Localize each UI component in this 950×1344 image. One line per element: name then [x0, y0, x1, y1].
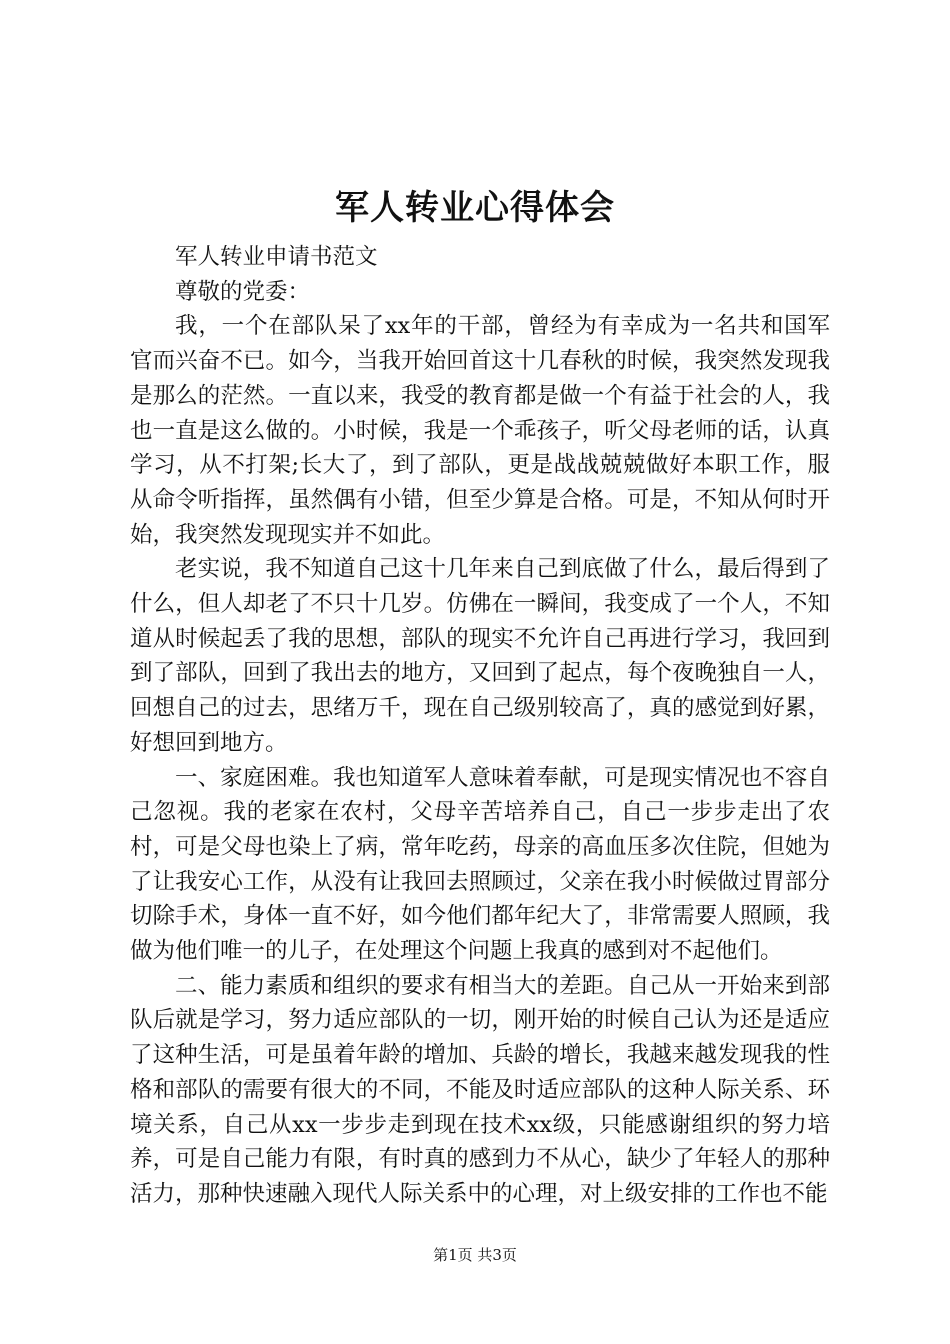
document-body	[130, 240, 830, 1212]
paragraph-subtitle: 军人转业申请书范文	[175, 244, 378, 270]
document-title: 军人转业心得体会	[335, 188, 615, 228]
paragraph-reflection: 老实说，我不知道自己这十几年来自己到底做了什么，最后得到了什么，但人却老了不只十几岁。仿佛在一瞬间，我变成了一个人，不知道从时候起丢了我的思想，部队的现实不允许自己再进行学习，我回到到了部队，回到了我出去的地方，又回到了起点，每个夜晚独自一人，回想自己的过去，思绪万千，现在自己级别较高了，真的感觉到好累，好想回到地方。	[130, 556, 830, 756]
paragraph-intro: 我，一个在部队呆了xx年的干部，曾经为有幸成为一名共和国军官而兴奋不已。如今，当我开始回首这十几春秋的时候，我突然发现我是那么的茫然。一直以来，我受的教育都是做一个有益于社会的人，我也一直是这么做的。小时候，我是一个乖孩子，听父母老师的话，认真学习，从不打架;长大了，到了部队，更是战战兢兢做好本职工作，服从命令听指挥，虽然偶有小错，但至少算是合格。可是，不知从何时开始，我突然发现现实并不如此。	[130, 313, 830, 548]
paragraph-reason-family: 一、家庭困难。我也知道军人意味着奉献，可是现实情况也不容自己忽视。我的老家在农村，父母辛苦培养自己，自己一步步走出了农村，可是父母也染上了病，常年吃药，母亲的高血压多次住院，但她为了让我安心工作，从没有让我回去照顾过，父亲在我小时候做过胃部分切除手术，身体一直不好，如今他们都年纪大了，非常需要人照顾，我做为他们唯一的儿子，在处理这个问题上我真的感到对不起他们。	[130, 764, 830, 965]
paragraph-salutation: 尊敬的党委：	[175, 278, 311, 305]
paragraph-reason-ability: 二、能力素质和组织的要求有相当大的差距。自己从一开始来到部队后就是学习，努力适应部队的一切，刚开始的时候自己认为还是适应了这种生活，可是虽着年龄的增加、兵龄的增长，我越来越发现我的性格和部队的需要有很大的不同，不能及时适应部队的这种人际关系、环境关系，自己从xx一步步走到现在技术xx级，只能感谢组织的努力培养，可是自己能力有限，有时真的感到力不从心，缺少了年轻人的那种活力，那种快速融入现代人际关系中的心理，对上级安排的工作也不能	[130, 972, 830, 1207]
page-number-footer: 第1页 共3页	[433, 1246, 517, 1264]
